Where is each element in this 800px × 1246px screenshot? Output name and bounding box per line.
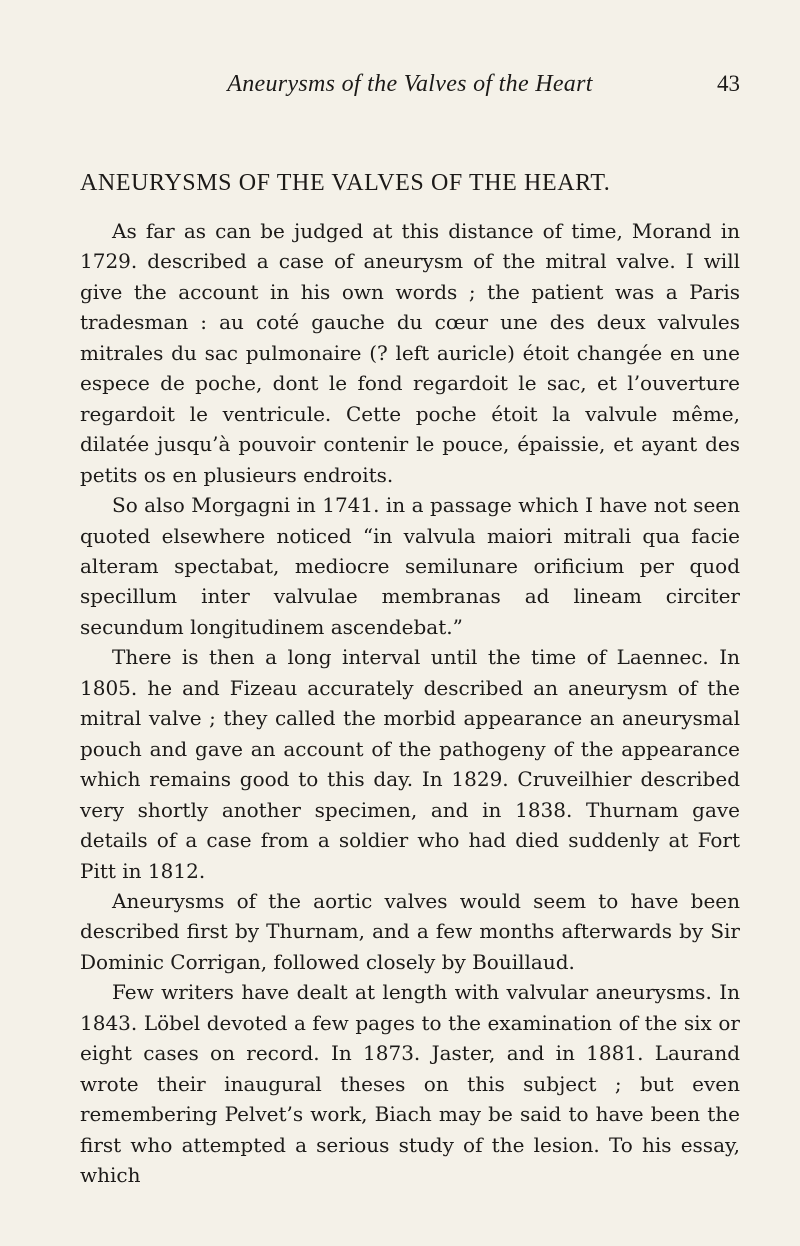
paragraph-3: There is then a long interval until the time of Laennec. In 1805. he and Fizeau accurately described an aneurysm of the mitral valve ; they called the morbid appearance an aneurysmal pouch and gave an account of the pathogeny of the appearance which remains good to this day. In 1829. Cruveilhier described very shortly another specimen, and in 1838. Thurnam gave details of a case from a soldier who had died suddenly at Fort Pitt in 1812. xyxy=(80,645,740,883)
paragraph-5: Few writers have dealt at length with valvular aneurysms. In 1843. Löbel devoted a few pages to the examination of the six or eight cases on record. In 1873. Jaster, and in 1881. Laurand wrote their inaugural theses on this subject ; but even remembering Pelvet’s work, Biach may be said to have been the first who attempted a serious study of the lesion. To his essay, which xyxy=(80,980,740,1188)
running-head xyxy=(80,68,740,100)
body-text xyxy=(80,216,740,1191)
page-number: 43 xyxy=(717,71,740,96)
section-title: ANEURYSMS OF THE VALVES OF THE HEART. xyxy=(80,170,611,196)
paragraph-1: As far as can be judged at this distance of time, Morand in 1729. described a case of aneurysm of the mitral valve. I will give the account in his own words ; the patient was a Paris tradesman : au coté gauche du cœur une des deux valvules mitrales du sac pulmonaire (? left auricle) étoit changée en une espece de poche, dont le fond regardoit le sac, et l’ouverture regardoit le ventricule. Cette poche étoit la valvule même, dilatée jusqu’à pouvoir contenir le pouce, épaissie, et ayant des petits os en plusieurs endroits. xyxy=(80,219,740,487)
paragraph-2: So also Morgagni in 1741. in a passage which I have not seen quoted elsewhere noticed “in valvula maiori mitrali qua facie alteram spectabat, mediocre semilunare orificium per quod specillum inter valvulae membranas ad lineam circiter secundum longitudinem ascendebat.” xyxy=(80,493,740,639)
running-title: Aneurysms of the Valves of the Heart xyxy=(227,71,593,97)
paragraph-4: Aneurysms of the aortic valves would seem to have been described first by Thurnam, and a few months afterwards by Sir Dominic Corrigan, followed closely by Bouillaud. xyxy=(80,888,740,974)
